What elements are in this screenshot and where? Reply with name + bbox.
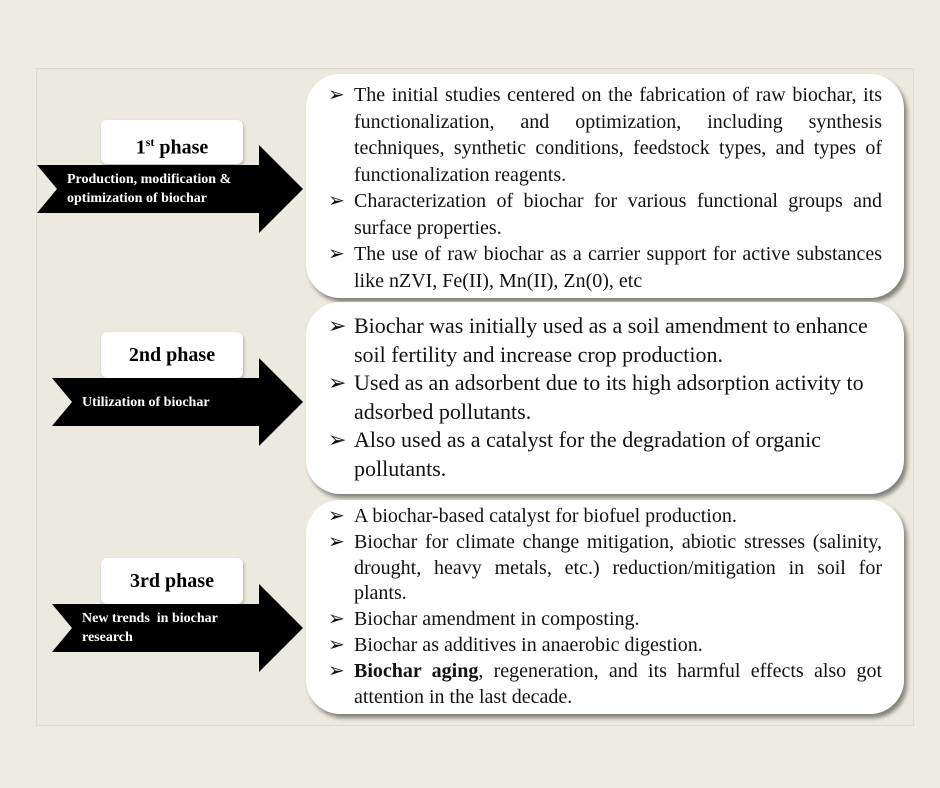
phase-2-label: 2nd phase — [101, 332, 243, 378]
list-item: ➢ Biochar amendment in composting. — [328, 607, 882, 633]
phase-3-arrow-line-2: research — [82, 630, 133, 645]
phase-3-arrow-line-1: New trends in biochar — [82, 611, 218, 626]
arrow-bullet-icon: ➢ — [328, 530, 345, 553]
phase-3-content-box — [306, 500, 904, 714]
phase-2-content-box — [306, 302, 904, 494]
list-item: ➢ A biochar-based catalyst for biofuel production. — [328, 504, 882, 530]
list-item: ➢ Biochar for climate change mitigation, abiotic stresses (salinity, drought, heavy metals, etc.) reduction/mitigation in soil for plants. — [328, 530, 882, 605]
phase-1-word: phase — [154, 136, 209, 159]
bold-term: Biochar aging — [354, 659, 479, 682]
arrow-bullet-icon: ➢ — [328, 243, 345, 265]
arrow-bullet-icon: ➢ — [328, 608, 345, 631]
list-item: ➢ Characterization of biochar for various functional groups and surface properties. — [328, 190, 882, 239]
arrow-bullet-icon: ➢ — [328, 427, 347, 452]
list-item: ➢ Biochar was initially used as a soil amendment to enhance soil fertility and increase crop production. — [328, 313, 868, 367]
list-item: ➢ The initial studies centered on the fabrication of raw biochar, its functionalization, and optimization, including synthesis techniques, synthetic conditions, feedstock types, and types of functionalization reagents. — [328, 84, 882, 186]
phase-1-ordinal: st — [145, 135, 155, 149]
arrow-bullet-icon: ➢ — [328, 84, 345, 106]
arrow-bullet-icon: ➢ — [328, 370, 347, 395]
arrow-bullet-icon: ➢ — [328, 633, 345, 656]
phase-1-arrow-line-2: optimization of biochar — [67, 191, 207, 206]
list-item: ➢ Used as an adsorbent due to its high adsorption activity to adsorbed pollutants. — [328, 370, 864, 424]
list-item: ➢ The use of raw biochar as a carrier support for active substances like nZVI, Fe(II), Mn(II), Zn(0), etc — [328, 243, 882, 292]
list-item: ➢ Biochar as additives in anaerobic digestion. — [328, 633, 882, 659]
arrow-bullet-icon: ➢ — [328, 313, 347, 338]
phase-1-number: 1 — [135, 136, 146, 159]
phase-1-arrow-line-1: Production, modification & — [67, 172, 232, 187]
list-item: ➢ Biochar aging, regeneration, and its harmful effects also got attention in the last decade. — [328, 659, 883, 708]
arrow-bullet-icon: ➢ — [328, 190, 345, 212]
phase-3-label: 3rd phase — [101, 558, 243, 604]
arrow-bullet-icon: ➢ — [328, 505, 345, 527]
phase-1-content-box — [306, 74, 904, 298]
list-item: ➢ Also used as a catalyst for the degradation of organic pollutants. — [328, 427, 821, 481]
phase-2-arrow-line-1: Utilization of biochar — [82, 395, 210, 410]
arrow-bullet-icon: ➢ — [328, 659, 345, 682]
phase-1-label — [101, 120, 243, 164]
